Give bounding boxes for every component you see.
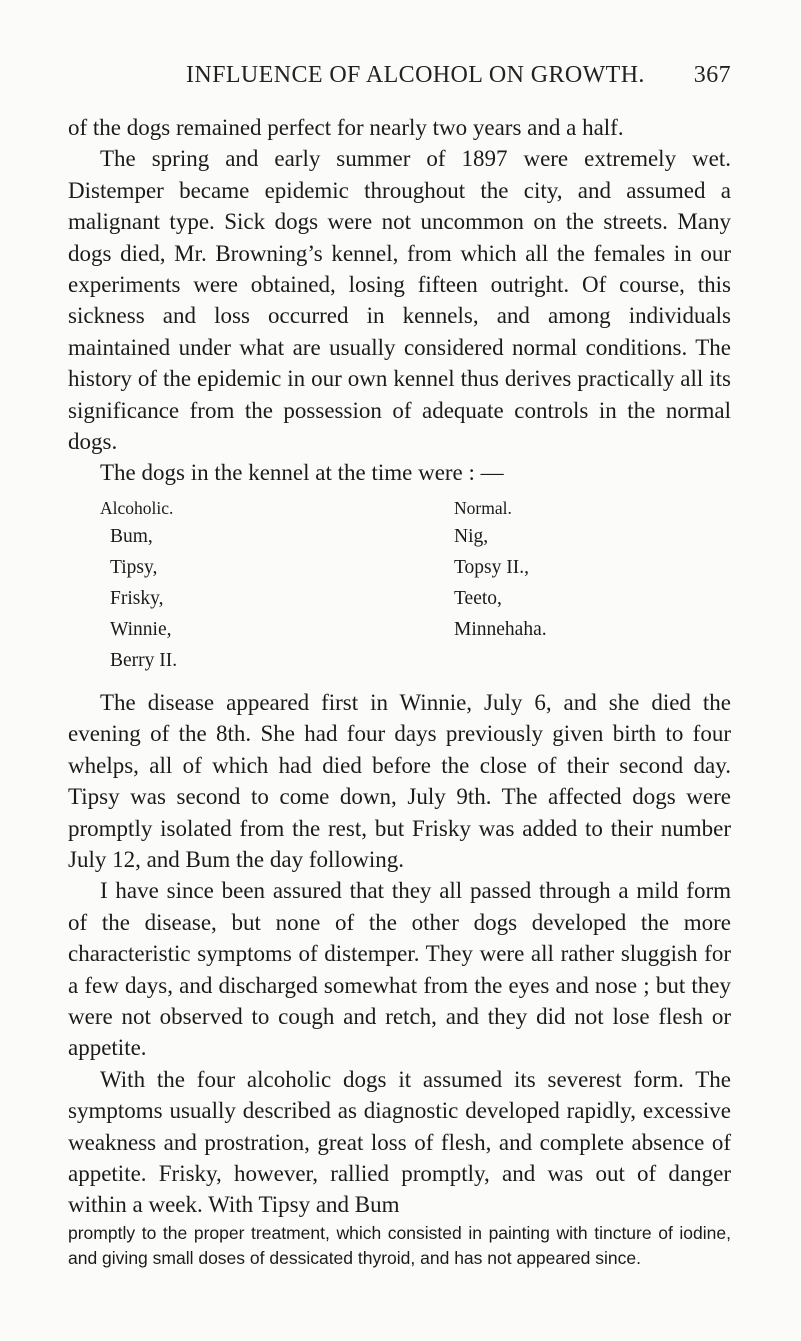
alcoholic-dog: Winnie, — [110, 618, 172, 640]
paragraph-disease-onset: The disease appeared first in Winnie, July 6, and she died the evening of the 8th. She had four days previously given birth to four whelps, all of which had died before the close of their second day. Tipsy was second to come down, July 9th. The affected dogs were promptly isolated from the rest, but Frisky was added to their number July 12, and Bum the day following. — [68, 689, 731, 872]
alcoholic-dog: Berry II. — [110, 649, 178, 671]
page-body — [68, 112, 731, 1272]
paragraph-dogs-intro: The dogs in the kennel at the time were : — — [100, 460, 504, 486]
alcoholic-heading: Alcoholic. — [100, 497, 174, 518]
dog-lists — [68, 495, 731, 681]
page-number: 367 — [693, 62, 731, 88]
paragraph-mild-form: I have since been assured that they all passed through a mild form of the disease, but none of the other dogs developed the more characteristic symptoms of distemper. They were all rather sluggish for a few days, and discharged somewhat from the eyes and nose ; but they were not observed to cough and retch, and they did not lose flesh or appetite. — [68, 878, 731, 1061]
alcoholic-dog: Tipsy, — [110, 556, 158, 578]
normal-heading: Normal. — [454, 497, 512, 518]
normal-column — [454, 495, 547, 645]
normal-dog: Nig, — [454, 525, 489, 547]
alcoholic-column — [100, 495, 177, 676]
footnote-text: promptly to the proper treatment, which consisted in painting with tincture of iodine, and giving small doses of dessicated thyroid, and has not appeared since. — [68, 1222, 731, 1269]
normal-dog: Topsy II., — [454, 556, 530, 578]
running-title: INFLUENCE OF ALCOHOL ON GROWTH. — [186, 62, 645, 88]
alcoholic-dog: Frisky, — [110, 587, 164, 609]
normal-dog: Minnehaha. — [454, 618, 547, 640]
alcoholic-dog: Bum, — [110, 525, 153, 547]
normal-dog: Teeto, — [454, 587, 502, 609]
paragraph-epidemic: The spring and early summer of 1897 were extremely wet. Distemper became epidemic throughout the city, and assumed a malignant type. Sick dogs were not uncommon on the streets. Many dogs died, Mr. Browning’s kennel, from which all the females in our experiments were obtained, losing fifteen outright. Of course, this sickness and loss occurred in kennels, and among individuals maintained under what are usually considered normal conditions. The history of the epidemic in our own kennel thus derives practically all its significance from the possession of adequate controls in the normal dogs. — [68, 146, 731, 455]
paragraph-severe-form: With the four alcoholic dogs it assumed its severest form. The symptoms usually described as diagnostic developed rapidly, excessive weakness and prostration, great loss of flesh, and complete absence of appetite. Frisky, however, rallied promptly, and was out of danger within a week. With Tipsy and Bum — [68, 1066, 731, 1218]
paragraph-continuation: of the dogs remained perfect for nearly two years and a half. — [68, 115, 624, 140]
